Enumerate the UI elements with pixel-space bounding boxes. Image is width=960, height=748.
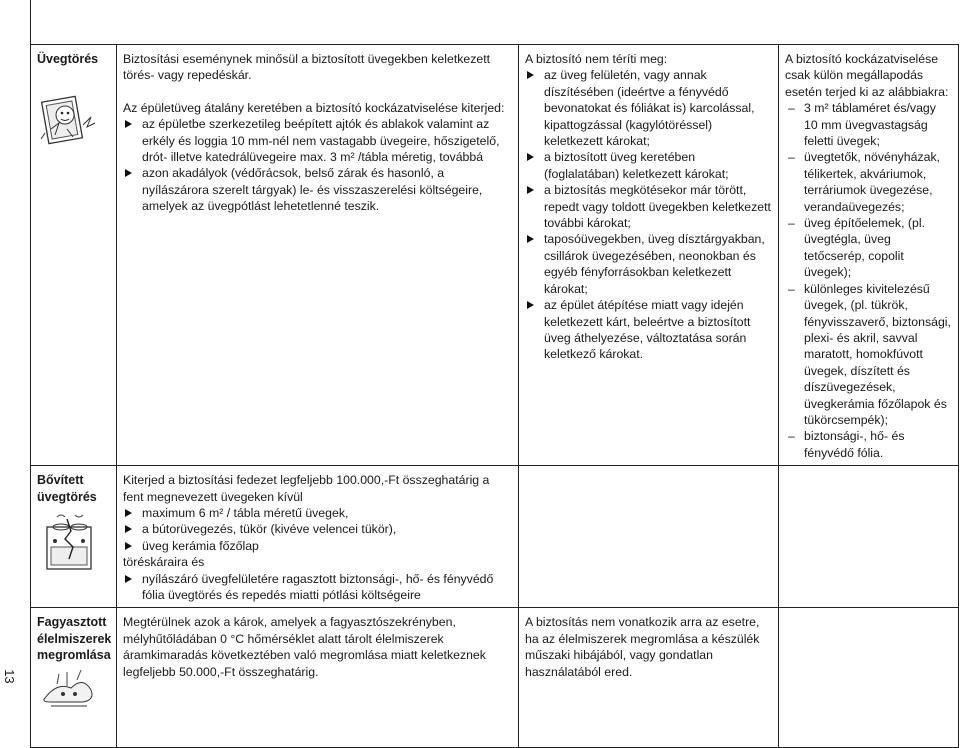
list-item: – különleges kivitelezésű üvegek, (pl. tükrök, fényvisszaverő, biztonsági, plexi- és akril, savval maratott, homokfúvott üvegek, díszített és díszüvegezések, üvegkerámia főzőlapok és tükörcsempék); [785,281,952,429]
empty-cell [779,466,959,608]
list-item: – üveg építőelemek, (pl. üvegtégla, üveg tetőcserép, copolit üvegek); [785,215,952,281]
list-item: taposóüvegekben, üveg dísztárgyakban, csillárok üvegezésében, neonokban és egyéb fényforrásokban keletkezett károkat; [525,231,772,297]
exclusions-cell [519,45,779,466]
list-item: a bútorüvegezés, tükör (kivéve velencei tükör), [123,521,512,537]
paragraph: Az épületüveg átalány keretében a biztosító kockázatviselése kiterjed: [123,100,505,115]
list-item: az épület átépítése miatt vagy idején keletkezett kárt, beleértve a biztosított üveg áthelyezése, változtatása során keletkező károkat. [525,297,772,363]
list-item: – 3 m² táblaméret és/vagy 10 mm üvegvastagság feletti üvegek; [785,100,952,149]
list-item: az épületbe szerkezetileg beépített ajtók és ablakok valamint az erkély és loggia 10 mm-nél nem vastagabb üvegeire, hőszigetelő, drót- illetve katedrálüvegeire max. 3 m² /tábla méretig, továbbá [123,116,512,165]
coverage-table [30,44,959,748]
paragraph: A biztosítás nem vonatkozik arra az esetre, ha az élelmiszerek megromlása a készülék műszaki hibájából, vagy gondatlan használatából ered. [525,615,760,679]
list-item: a biztosított üveg keretében (foglalatában) keletkezett károkat; [525,149,772,182]
paragraph: A biztosító kockázatviselése csak külön megállapodás esetén terjed ki az alábbiakra: [785,52,949,99]
row-label: Üvegtörés [37,52,99,66]
row-label: Bővített üvegtörés [37,473,97,504]
description-cell [117,45,519,466]
list-item: üveg kerámia főzőlap [123,538,512,554]
row-label: Fagyasztott élelmiszerek megromlása [37,615,112,663]
list-item: – biztonsági-, hő- és fényvédő fólia. [785,428,952,461]
bullet-list [123,116,512,214]
paragraph: töréskáraira és [123,555,205,570]
row-header-cell [31,466,117,608]
list-item: – üvegtetők, növényházak, télikertek, akváriumok, terráriumok üvegezése, verandaüvegezés; [785,149,952,215]
spoiled-food-icon [37,668,110,712]
empty-cell [519,466,779,608]
list-item: az üveg felületén, vagy annak díszítésében (ideértve a fényvédő bevonatokat és fóliákat is) karcolással, kipattogzással (kagylótöréssel) keletkezett károkat; [525,67,772,149]
list-item: azon akadályok (védőrácsok, belső zárak és hasonló, a nyílászárora szerelt tárgyak) le- és visszaszerelési költségeire, amelyek az üvegpótlást lehetetlenné teszik. [123,165,512,214]
dash-list [785,100,952,461]
description-cell [117,466,519,608]
empty-cell [779,608,959,748]
exclusions-cell [519,608,779,748]
broken-cooktop-icon [37,513,110,579]
bullet-list [123,571,512,604]
row-header-cell [31,45,117,466]
paragraph: Kiterjed a biztosítási fedezet legfeljebb 100.000,-Ft összeghatárig a fent megnevezett üvegeken kívül [123,473,490,504]
bullet-list [525,67,772,362]
paragraph: Biztosítási eseménynek minősül a biztosított üvegekben keletkezett törés- vagy repedéskár. [123,52,491,83]
paragraph: A biztosító nem téríti meg: [525,52,668,66]
list-item: maximum 6 m² / tábla méretű üvegek, [123,505,512,521]
table-row [31,466,959,608]
list-item: nyílászáró üvegfelületére ragasztott biztonsági-, hő- és fényvédő fólia üvegtörés és repedés miatti pótlási költségeire [123,571,512,604]
list-item: a biztosítás megkötésekor már törött, repedt vagy toldott üvegekben keletkezett további károkat; [525,182,772,231]
table-row [31,45,959,466]
special-agreement-cell [779,45,959,466]
bullet-list [123,505,512,554]
table-row [31,608,959,748]
description-cell [117,608,519,748]
paragraph: Megtérülnek azok a károk, amelyek a fagyasztószekrényben, mélyhűtőládában 0 °C hőmérséklet alatt tárolt élelmiszerek áramkimaradás következtében való megromlása miatt keletkeznek legfeljebb 50.000,-Ft összeghatárig. [123,615,486,679]
page-number: 13 [2,669,18,684]
row-header-cell [31,608,117,748]
broken-window-icon [37,89,110,155]
